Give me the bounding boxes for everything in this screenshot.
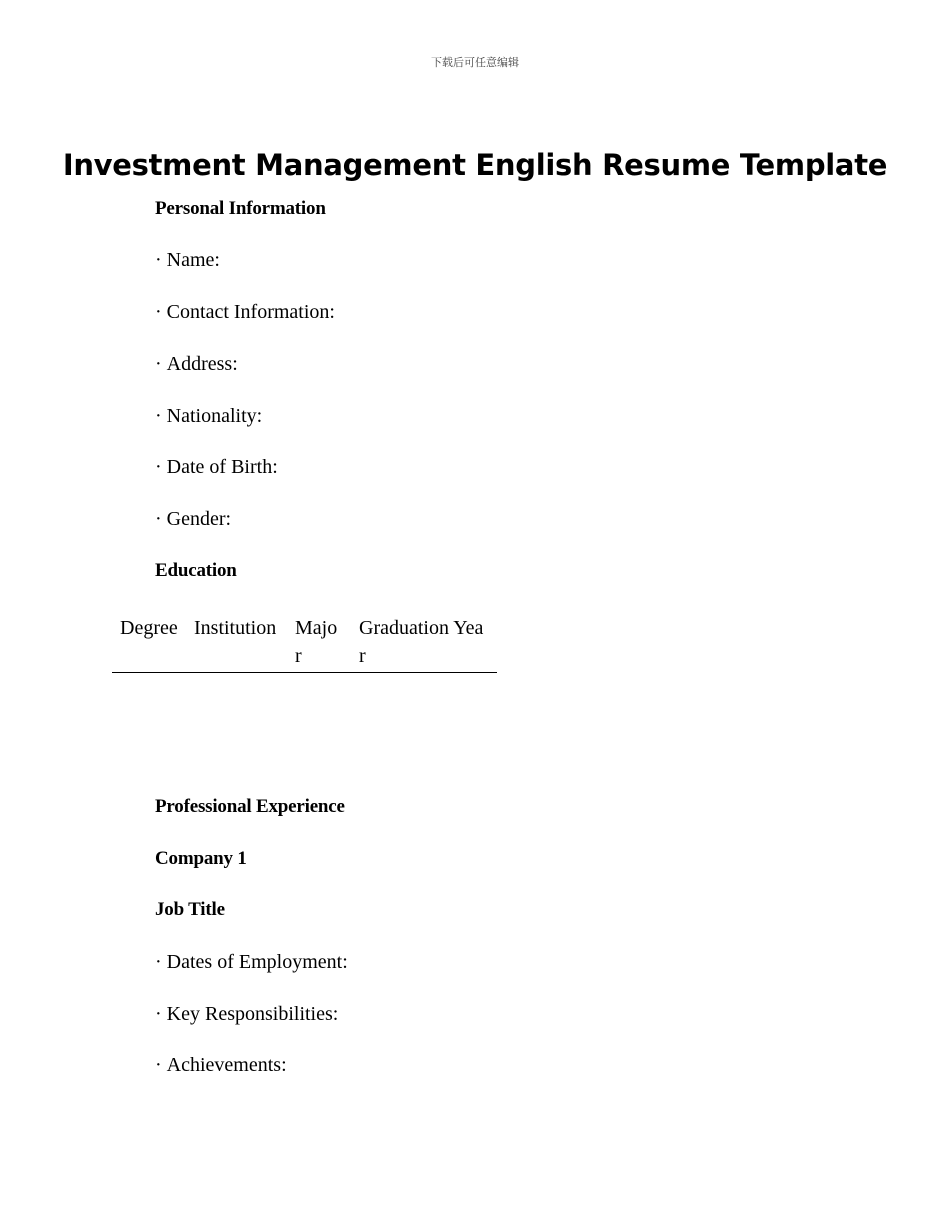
list-item-nationality: · Nationality:: [155, 405, 262, 428]
list-item-dob: · Date of Birth:: [155, 456, 278, 479]
list-item-achievements: · Achievements:: [155, 1054, 287, 1077]
column-header-institution: Institution: [194, 617, 277, 639]
column-header-graduation-year: Graduation Year: [359, 617, 484, 667]
job-title: Job Title: [155, 899, 225, 920]
list-item-address: · Address:: [155, 353, 238, 376]
section-heading-experience: Professional Experience: [155, 796, 345, 817]
section-heading-education: Education: [155, 560, 237, 581]
document-title: Investment Management English Resume Template: [62, 148, 888, 182]
company-name: Company 1: [155, 848, 247, 869]
list-item-dates: · Dates of Employment:: [155, 951, 348, 974]
list-item-responsibilities: · Key Responsibilities:: [155, 1003, 338, 1026]
column-header-major: Major: [295, 617, 338, 667]
list-item-contact: · Contact Information:: [155, 301, 335, 324]
education-table: [112, 612, 497, 673]
table-header-row: [112, 612, 497, 673]
list-item-gender: · Gender:: [155, 508, 231, 531]
header-watermark: 下载后可任意编辑: [431, 56, 519, 69]
section-heading-personal: Personal Information: [155, 198, 326, 219]
column-header-degree: Degree: [120, 617, 178, 639]
list-item-name: · Name:: [155, 249, 220, 272]
